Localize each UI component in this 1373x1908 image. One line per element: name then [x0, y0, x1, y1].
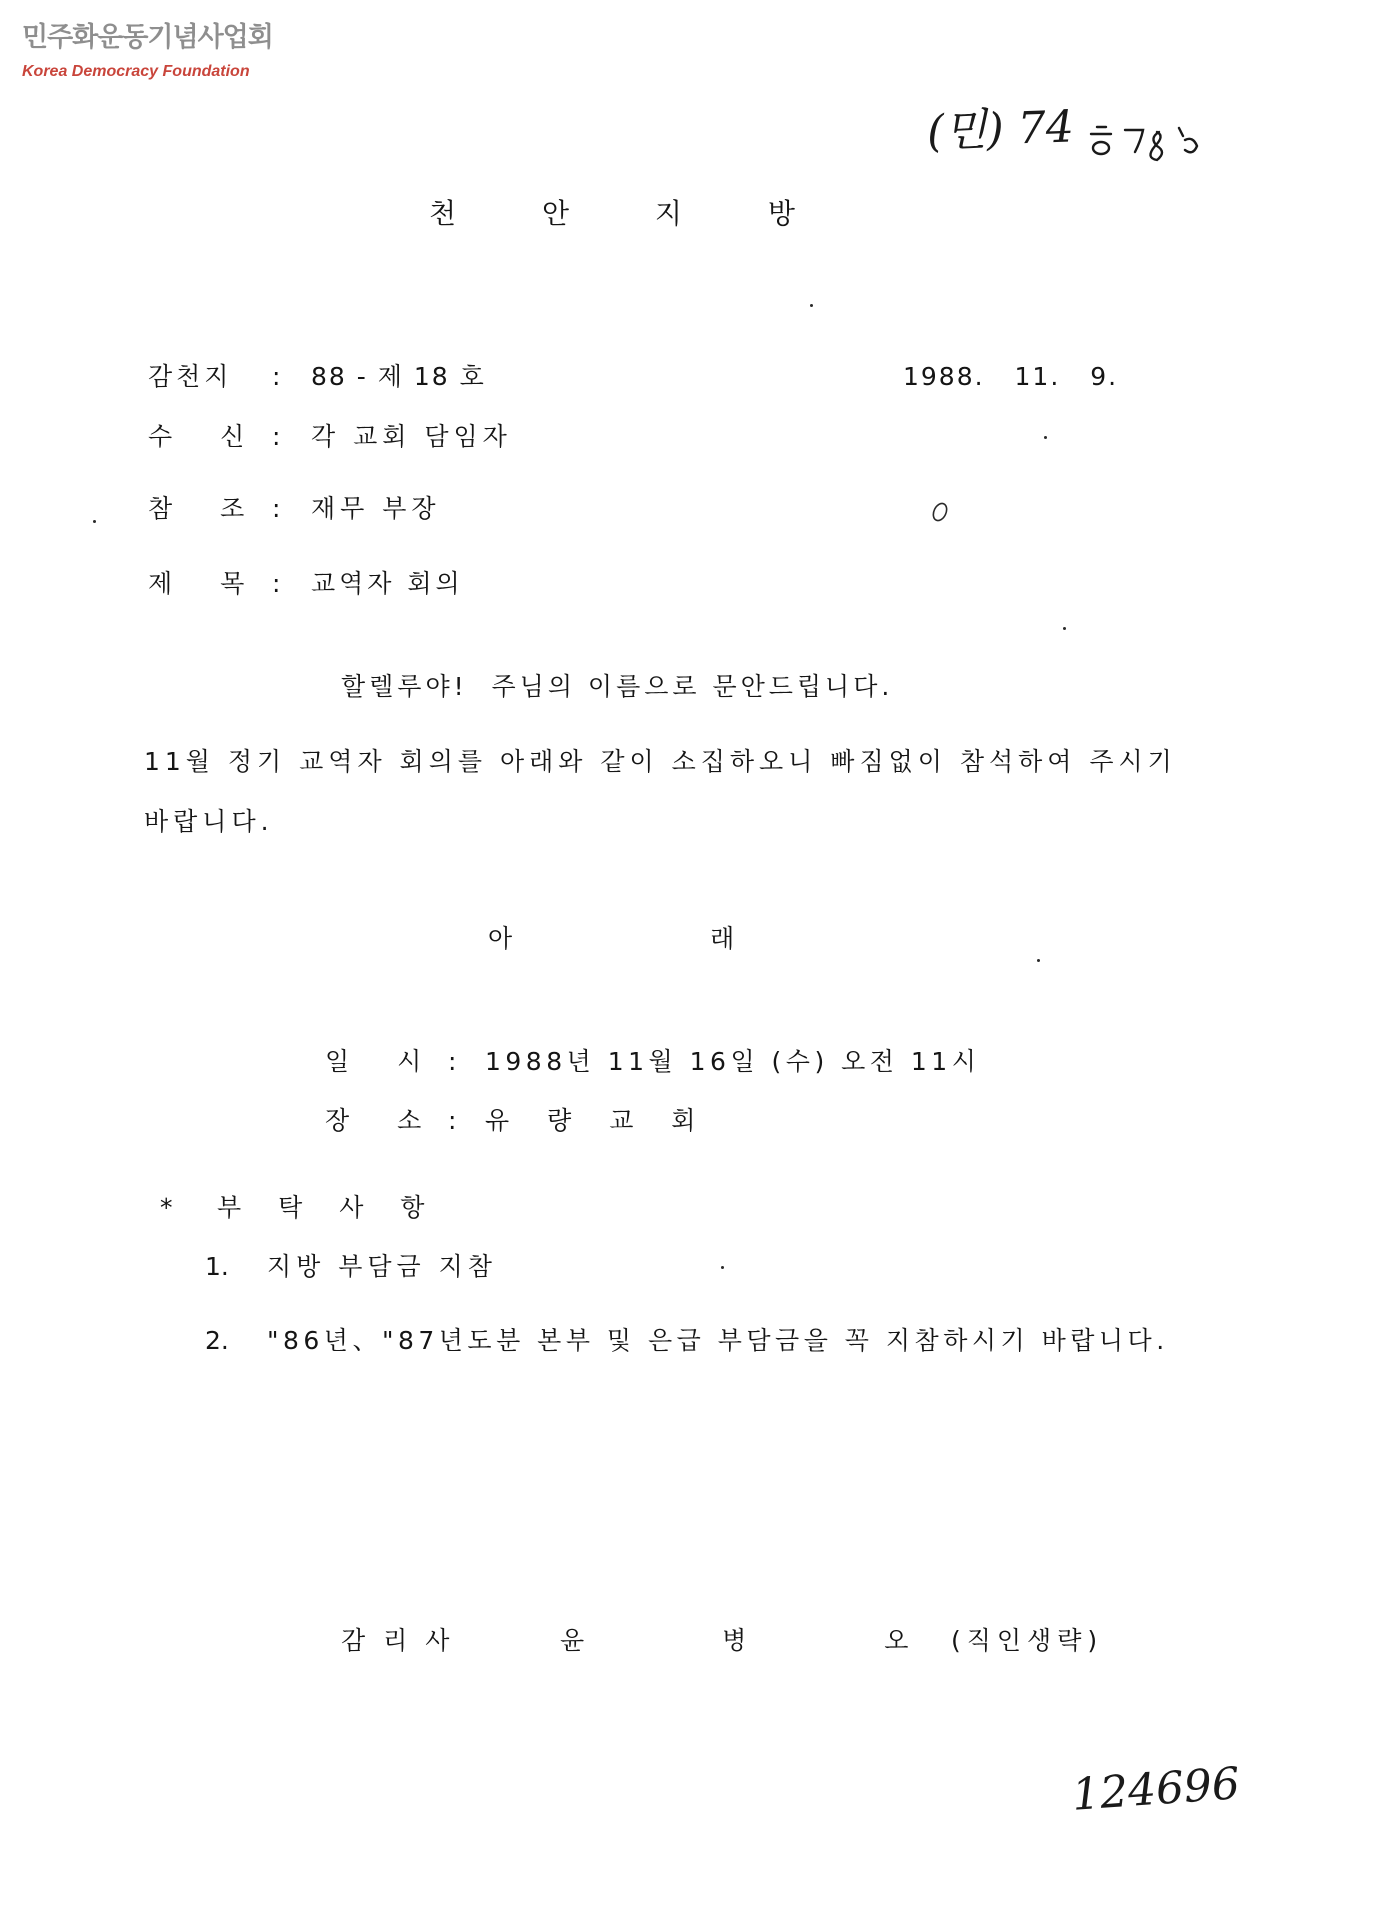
subject-separator: :: [272, 569, 281, 598]
signature-title: 감리사: [341, 1626, 468, 1655]
document-date: 1988. 11. 9.: [903, 362, 1119, 391]
watermark-korean: 민주화운동기념사업회: [22, 22, 273, 53]
archive-mark-scribble: [1085, 118, 1207, 164]
reference-separator: :: [272, 494, 281, 523]
requests-heading: 부 탁 사 항: [217, 1193, 425, 1222]
recipient-value: 각 교회 담임자: [311, 422, 512, 451]
signature-note: (직인생략): [951, 1626, 1104, 1655]
doc-number-label: 감천지: [148, 362, 233, 391]
scan-speck: [1063, 627, 1066, 630]
body-line-2: 바랍니다.: [144, 807, 274, 836]
requests-bullet: *: [160, 1193, 173, 1222]
subject-value: 교역자 회의: [311, 569, 464, 598]
scan-speck: [93, 520, 96, 523]
doc-number-separator: :: [272, 362, 281, 391]
scan-speck: [1044, 436, 1047, 439]
document-title: 천 안 지 방: [429, 197, 795, 230]
watermark-english: Korea Democracy Foundation: [22, 63, 250, 80]
reference-value: 재무 부장: [311, 494, 441, 523]
pen-mark: [928, 498, 952, 526]
signature-name: 윤 병 오: [560, 1626, 909, 1655]
recipient-separator: :: [272, 422, 281, 451]
request-item-1-number: 1.: [205, 1252, 229, 1281]
scan-speck: [721, 1266, 724, 1269]
handwritten-page-number: 124696: [1070, 1758, 1242, 1821]
notice-heading: 아 래: [488, 924, 735, 953]
request-item-1-text: 지방 부담금 지참: [267, 1252, 497, 1281]
scan-speck: [810, 304, 813, 307]
reference-label: 참 조: [148, 494, 245, 523]
schedule-place-value: 유 량 교 회: [485, 1106, 696, 1135]
schedule-time-label: 일 시: [325, 1047, 422, 1076]
archive-mark: (민) 74: [926, 101, 1075, 158]
request-item-2-text: "86년、"87년도분 본부 및 은급 부담금을 꼭 지참하시기 바랍니다.: [267, 1326, 1169, 1355]
schedule-time-value: 1988년 11월 16일 (수) 오전 11시: [485, 1047, 981, 1076]
schedule-time-separator: :: [448, 1047, 457, 1076]
greeting: 할렐루야! 주님의 이름으로 문안드립니다.: [341, 672, 894, 701]
body-line-1: 11월 정기 교역자 회의를 아래와 같이 소집하오니 빠짐없이 참석하여 주시기: [144, 747, 1177, 776]
doc-number-value: 88 - 제 18 호: [311, 362, 486, 391]
schedule-place-label: 장 소: [325, 1106, 422, 1135]
request-item-2-number: 2.: [205, 1326, 229, 1355]
subject-label: 제 목: [148, 569, 245, 598]
recipient-label: 수 신: [148, 422, 245, 451]
scan-speck: [1037, 959, 1040, 962]
schedule-place-separator: :: [448, 1106, 457, 1135]
